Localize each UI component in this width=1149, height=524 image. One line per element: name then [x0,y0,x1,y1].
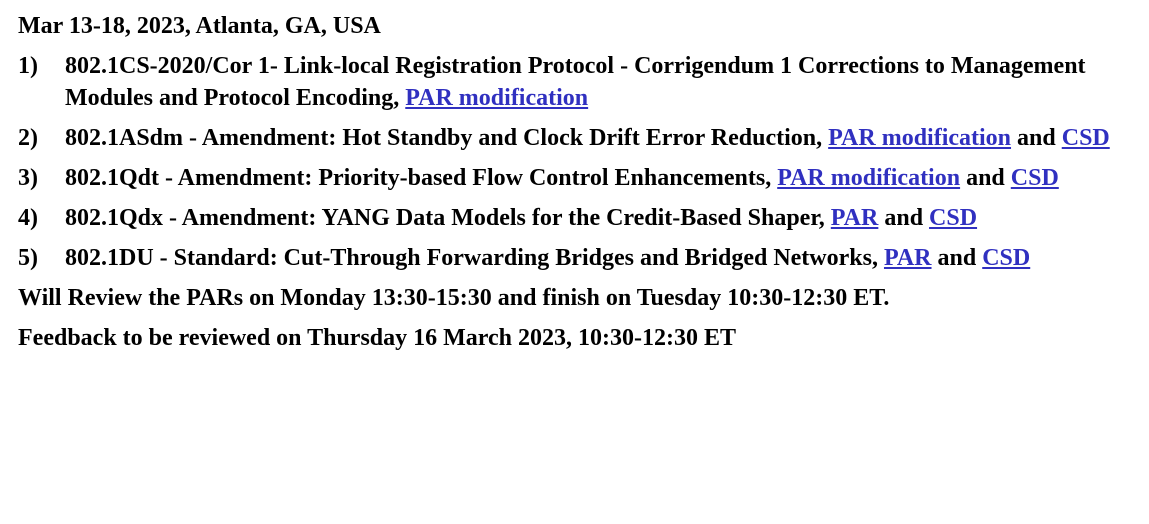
conjunction: and [937,245,977,271]
list-item-content [65,162,1138,194]
csd-link[interactable]: CSD [982,245,1031,271]
list-item-content [65,50,1138,114]
item-text: 802.1Qdt - Amendment: Priority-based Flow Control Enhancements, [65,165,772,191]
list-number: 4) [18,205,38,231]
conjunction: and [884,205,924,231]
par-modification-link[interactable]: PAR modification [828,125,1012,151]
list-item-5 [18,242,1138,274]
list-number: 2) [18,125,38,151]
csd-link[interactable]: CSD [1010,165,1059,191]
review-note: Will Review the PARs on Monday 13:30-15:30 and finish on Tuesday 10:30-12:30 ET. [18,285,890,311]
document-body [18,10,1138,362]
meeting-heading: Mar 13-18, 2023, Atlanta, GA, USA [18,13,381,39]
list-item-4 [18,202,1138,234]
list-number: 1) [18,53,38,79]
feedback-note: Feedback to be reviewed on Thursday 16 March 2023, 10:30-12:30 ET [18,325,736,351]
par-link[interactable]: PAR [883,245,932,271]
csd-link[interactable]: CSD [929,205,978,231]
par-link[interactable]: PAR [830,205,879,231]
list-item-2 [18,122,1138,154]
list-number: 3) [18,165,38,191]
item-text: 802.1Qdx - Amendment: YANG Data Models for the Credit-Based Shaper, [65,205,825,231]
par-modification-link[interactable]: PAR modification [777,165,961,191]
list-item-content [65,122,1138,154]
list-item-1 [18,50,1138,114]
list-item-3 [18,162,1138,194]
list-item-content [65,242,1138,274]
item-text: 802.1CS-2020/Cor 1- Link-local Registration Protocol - Corrigendum 1 Corrections to Management Modules and Protocol Encoding, [65,53,1086,111]
csd-link[interactable]: CSD [1061,125,1110,151]
item-text: 802.1DU - Standard: Cut-Through Forwarding Bridges and Bridged Networks, [65,245,878,271]
list-item-content [65,202,1138,234]
conjunction: and [1017,125,1056,151]
item-text: 802.1ASdm - Amendment: Hot Standby and Clock Drift Error Reduction, [65,125,823,151]
list-number: 5) [18,245,38,271]
conjunction: and [966,165,1005,191]
par-modification-link[interactable]: PAR modification [405,85,589,111]
